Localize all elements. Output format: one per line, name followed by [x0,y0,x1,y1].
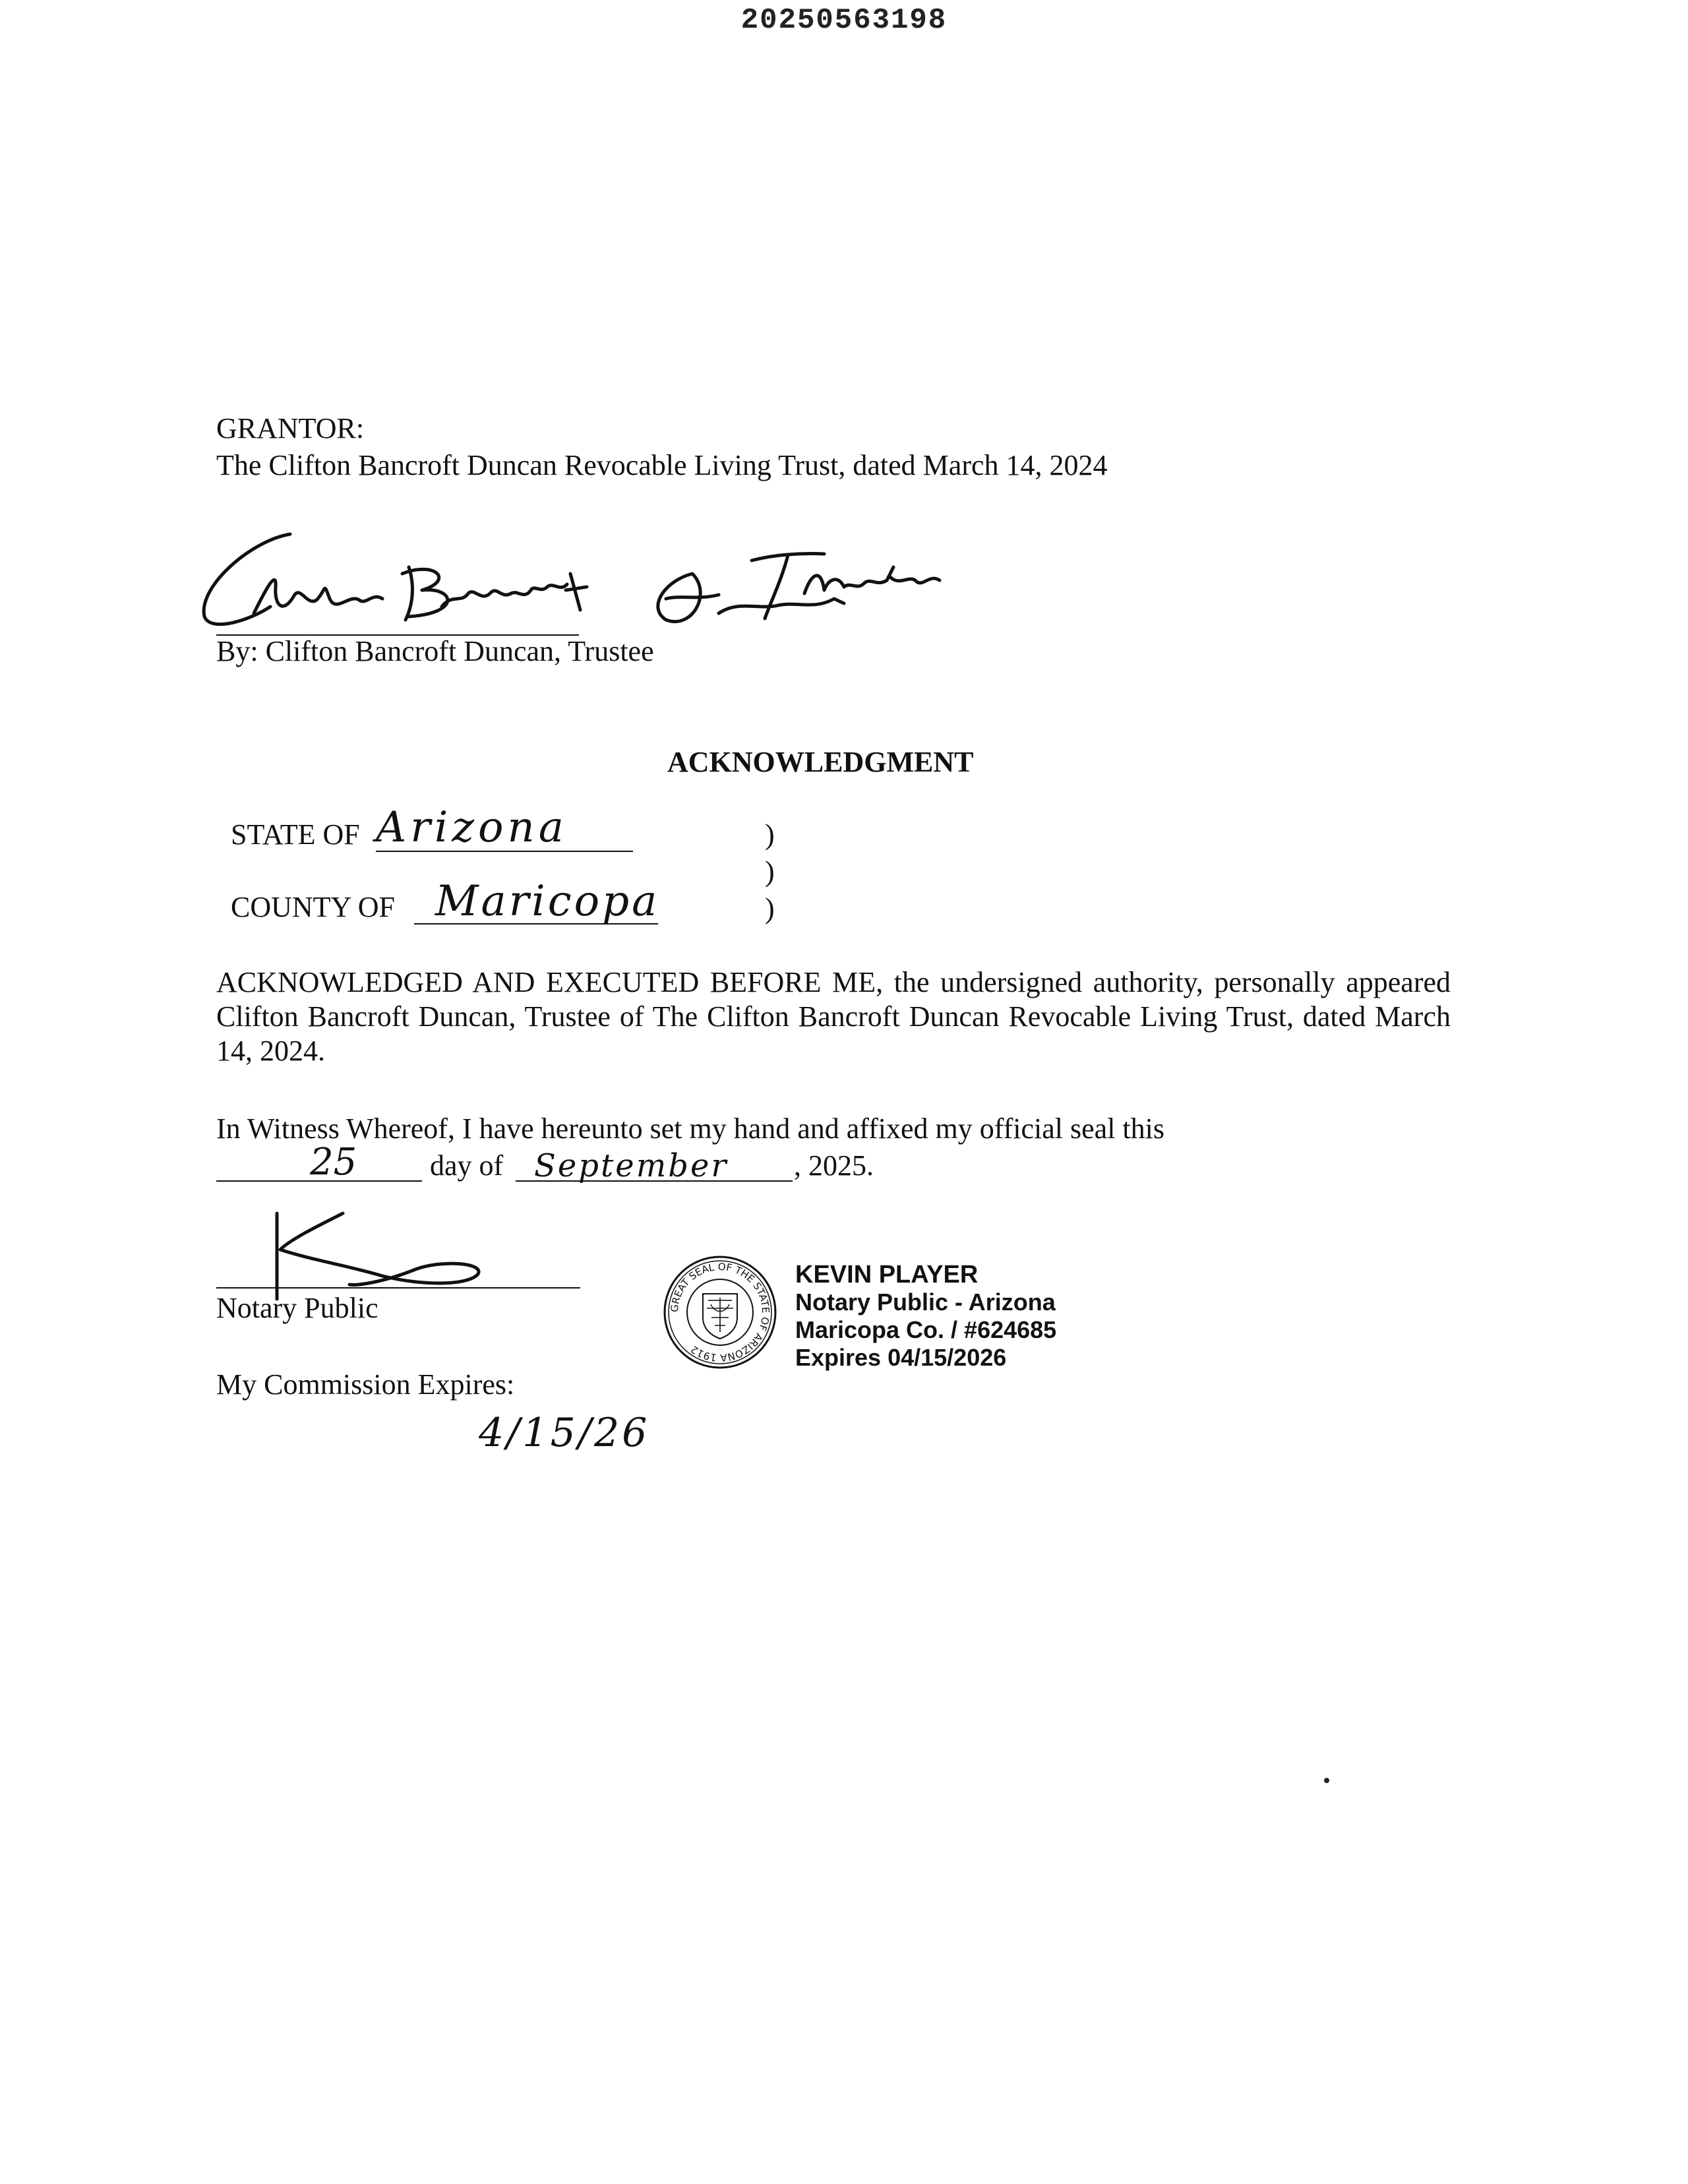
day-line [216,1180,422,1182]
commission-label: My Commission Expires: [216,1368,515,1401]
month-value: September [534,1147,729,1184]
seal-title: Notary Public - Arizona [795,1289,1056,1316]
document-number: 20250563198 [740,4,948,37]
county-value: Maricopa [435,877,660,926]
paren-2: ) [765,855,775,888]
grantor-trust-name: The Clifton Bancroft Duncan Revocable Living Trust, dated March 14, 2024 [216,449,1108,481]
acknowledgment-heading: ACKNOWLEDGMENT [667,746,974,778]
seal-county: Maricopa Co. / #624685 [795,1316,1057,1343]
grantor-signature [191,521,956,640]
year-text: , 2025. [794,1149,874,1182]
county-label: COUNTY OF [231,891,395,923]
commission-value: 4/15/26 [479,1410,650,1456]
notary-public-label: Notary Public [216,1292,378,1324]
day-of-label: day of [430,1149,504,1182]
paren-3: ) [765,892,775,925]
seal-expires: Expires 04/15/2026 [795,1344,1007,1371]
day-value: 25 [310,1141,357,1184]
month-line [516,1180,793,1182]
grantor-by-line: By: Clifton Bancroft Duncan, Trustee [216,635,654,667]
state-value: Arizona [376,803,568,852]
grantor-label: GRANTOR: [216,412,365,444]
witness-text: In Witness Whereof, I have hereunto set my hand and affixed my official seal this [216,1112,1164,1145]
scan-speck [1324,1778,1329,1783]
acknowledgment-body: ACKNOWLEDGED AND EXECUTED BEFORE ME, the undersigned authority, personally appeared Clifton Bancroft Duncan, Trustee of The Clifton Bancroft Duncan Revocable Living Trust, dated March 14, 2024. [216,966,1451,1067]
state-label: STATE OF [231,818,360,851]
state-line [376,851,633,852]
notary-seal [662,1254,778,1370]
seal-ring-text: GREAT SEAL OF THE STATE OF ARIZONA 1912 [668,1260,772,1364]
seal-name: KEVIN PLAYER [795,1261,979,1289]
paren-1: ) [765,818,775,851]
county-line [414,923,658,925]
notary-signature-line [216,1287,580,1289]
